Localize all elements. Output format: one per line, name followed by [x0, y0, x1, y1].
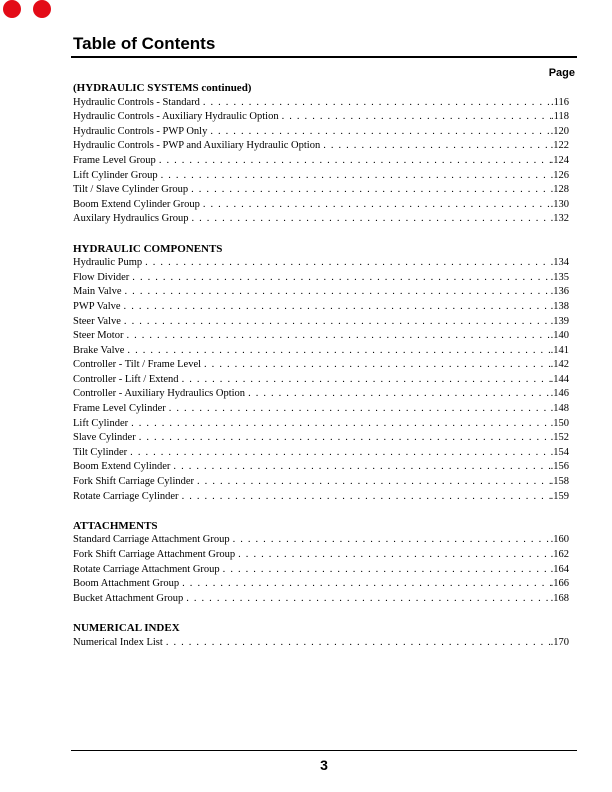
toc-entry-page: .124 — [550, 154, 569, 166]
page-number: 3 — [320, 757, 328, 773]
toc-entry-page: .146 — [550, 388, 569, 400]
toc-entry-title: Auxilary Hydraulics Group — [73, 213, 189, 225]
toc-entry-page: .126 — [550, 169, 569, 181]
toc-entry-title: Hydraulic Controls - Standard — [73, 96, 200, 108]
red-dot-icon — [3, 0, 21, 18]
toc-entry-title: Slave Cylinder — [73, 432, 136, 444]
toc-entry-title: PWP Valve — [73, 300, 121, 312]
toc-entry-title: Controller - Tilt / Frame Level — [73, 359, 202, 371]
toc-entry-title: Standard Carriage Attachment Group — [73, 534, 230, 546]
toc-entry-title: Lift Cylinder — [73, 417, 129, 429]
dot-leader — [161, 169, 551, 184]
toc-entry-title: Tilt Cylinder — [73, 446, 128, 458]
dot-leader — [210, 125, 550, 140]
toc-entry[interactable] — [73, 139, 569, 154]
toc-entry[interactable] — [73, 387, 569, 402]
toc-entry-title: Frame Level Cylinder — [73, 403, 166, 415]
section-heading: HYDRAULIC COMPONENTS — [73, 242, 223, 255]
section-heading: NUMERICAL INDEX — [73, 621, 180, 634]
toc-entry-title: Frame Level Group — [73, 154, 156, 166]
toc-entry[interactable] — [73, 110, 569, 125]
dot-leader — [159, 154, 551, 169]
title-divider — [71, 56, 577, 58]
section-gap — [73, 227, 569, 242]
toc-entry-title: Fork Shift Carriage Cylinder — [73, 476, 195, 488]
toc-entry-page: .116 — [551, 96, 569, 108]
dot-leader — [233, 533, 551, 548]
toc-entry[interactable] — [73, 198, 569, 213]
toc-entry-title: Boom Attachment Group — [73, 578, 180, 590]
dot-leader — [182, 577, 550, 592]
toc-entry[interactable] — [73, 300, 569, 315]
toc-entry-title: Lift Cylinder Group — [73, 169, 158, 181]
dot-leader — [127, 344, 550, 359]
toc-entry-page: .144 — [550, 373, 569, 385]
dot-leader — [282, 110, 551, 125]
toc-entry[interactable] — [73, 125, 569, 140]
toc-entry-page: .159 — [550, 490, 569, 502]
toc-entry[interactable] — [73, 329, 569, 344]
section-gap — [73, 606, 569, 621]
dot-leader — [125, 285, 551, 300]
toc-entry-page: .160 — [550, 534, 569, 546]
toc-entry-title: Flow Divider — [73, 271, 130, 283]
toc-entry-page: .152 — [550, 432, 569, 444]
toc-entry-title: Numerical Index List — [73, 636, 163, 648]
page-title: Table of Contents — [73, 34, 216, 53]
toc-entry-page: .142 — [550, 359, 569, 371]
dot-leader — [197, 475, 551, 490]
page-column-label: Page — [548, 67, 575, 79]
toc-entry[interactable] — [73, 490, 569, 505]
dot-leader — [131, 417, 551, 432]
dot-leader — [145, 256, 551, 271]
toc-entry[interactable] — [73, 256, 569, 271]
toc-entry-title: Boom Extend Cylinder Group — [73, 198, 200, 210]
toc-entry-title: Rotate Carriage Cylinder — [73, 490, 179, 502]
toc-entry-title: Controller - Lift / Extend — [73, 373, 179, 385]
toc-entry-page: .141 — [550, 344, 569, 356]
dot-leader — [169, 402, 551, 417]
toc-entry-page: .170 — [550, 636, 569, 648]
toc-entry[interactable] — [73, 285, 569, 300]
toc-entry-page: .134 — [550, 257, 569, 269]
dot-leader — [223, 563, 551, 578]
toc-entry-title: Hydraulic Controls - PWP Only — [73, 125, 208, 137]
dot-leader — [124, 300, 551, 315]
toc-entry-page: .150 — [550, 417, 569, 429]
dot-leader — [204, 358, 551, 373]
toc-entry[interactable] — [73, 315, 569, 330]
toc-sections — [73, 81, 569, 650]
toc-entry[interactable] — [73, 431, 569, 446]
toc-entry-page: .139 — [550, 315, 569, 327]
dot-leader — [182, 373, 551, 388]
toc-entry-title: Hydraulic Controls - Auxiliary Hydraulic Option — [73, 111, 279, 123]
dot-leader — [173, 460, 550, 475]
section-gap — [73, 504, 569, 519]
toc-entry-title: Hydraulic Pump — [73, 257, 143, 269]
toc-entry[interactable] — [73, 460, 569, 475]
toc-entry[interactable] — [73, 475, 569, 490]
toc-entry-title: Boom Extend Cylinder — [73, 461, 171, 473]
toc-entry-page: .120 — [550, 125, 569, 137]
toc-entry-title: Hydraulic Controls - PWP and Auxiliary Hydraulic Option — [73, 140, 321, 152]
toc-entry-title: Bucket Attachment Group — [73, 592, 184, 604]
toc-entry-page: .122 — [550, 140, 569, 152]
toc-entry-page: .156 — [550, 461, 569, 473]
toc-entry[interactable] — [73, 417, 569, 432]
toc-entry-title: Rotate Carriage Attachment Group — [73, 563, 220, 575]
toc-entry-page: .136 — [550, 286, 569, 298]
toc-entry[interactable] — [73, 402, 569, 417]
toc-entry[interactable] — [73, 96, 569, 111]
toc-entry-title: Tilt / Slave Cylinder Group — [73, 184, 189, 196]
dot-leader — [238, 548, 550, 563]
toc-entry[interactable] — [73, 636, 569, 651]
dot-leader — [186, 592, 550, 607]
dot-leader — [203, 198, 551, 213]
toc-entry[interactable] — [73, 592, 569, 607]
dot-leader — [126, 329, 550, 344]
dot-leader — [323, 139, 550, 154]
section-heading: ATTACHMENTS — [73, 519, 158, 532]
toc-entry[interactable] — [73, 183, 569, 198]
toc-entry-page: .168 — [550, 592, 569, 604]
toc-entry[interactable] — [73, 169, 569, 184]
dot-leader — [248, 387, 551, 402]
toc-entry[interactable] — [73, 446, 569, 461]
section-heading: (HYDRAULIC SYSTEMS continued) — [73, 82, 252, 94]
dot-leader — [130, 446, 550, 461]
dot-leader — [203, 96, 551, 111]
toc-entry-page: .140 — [550, 330, 569, 342]
toc-entry[interactable] — [73, 212, 569, 227]
toc-entry[interactable] — [73, 373, 569, 388]
toc-entry-page: .128 — [550, 184, 569, 196]
dot-leader — [182, 490, 551, 505]
toc-entry[interactable] — [73, 358, 569, 373]
dot-leader — [166, 636, 551, 651]
toc-entry-title: Steer Valve — [73, 315, 121, 327]
dot-leader — [132, 271, 550, 286]
dot-leader — [124, 315, 551, 330]
toc-entry[interactable] — [73, 344, 569, 359]
dot-leader — [139, 431, 551, 446]
toc-entry-page: .138 — [550, 300, 569, 312]
dot-leader — [191, 183, 551, 198]
toc-entry[interactable] — [73, 563, 569, 578]
toc-entry-page: .130 — [550, 198, 569, 210]
footer-divider — [71, 750, 577, 751]
toc-entry-title: Brake Valve — [73, 344, 125, 356]
toc-entry-page: .118 — [551, 111, 569, 123]
toc-entry-page: .162 — [550, 549, 569, 560]
toc-entry-page: .132 — [550, 213, 569, 225]
toc-entry-page: .148 — [550, 403, 569, 415]
toc-entry-title: Controller - Auxiliary Hydraulics Option — [73, 388, 246, 400]
toc-entry-title: Steer Motor — [73, 330, 124, 342]
toc-entry-page: .135 — [550, 271, 569, 283]
toc-entry[interactable] — [73, 154, 569, 169]
toc-entry[interactable] — [73, 271, 569, 286]
dot-leader — [191, 212, 550, 227]
toc-entry[interactable] — [73, 577, 569, 592]
toc-entry-page: .154 — [550, 446, 569, 458]
toc-entry-page: .164 — [550, 563, 569, 575]
toc-entry[interactable] — [73, 548, 569, 563]
toc-entry-page: .158 — [550, 476, 569, 488]
red-dot-icon — [33, 0, 51, 18]
toc-entry-page: .166 — [550, 578, 569, 590]
toc-entry-title: Fork Shift Carriage Attachment Group — [73, 549, 236, 560]
toc-entry-title: Main Valve — [73, 286, 122, 298]
toc-entry[interactable] — [73, 533, 569, 548]
